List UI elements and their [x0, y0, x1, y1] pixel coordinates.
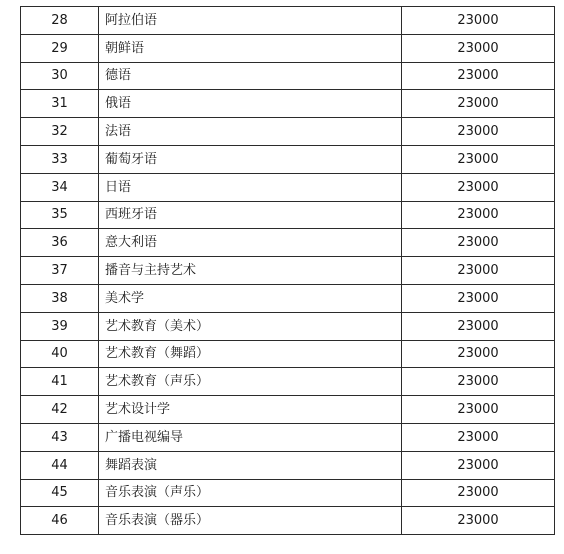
- tuition-fee-cell: 23000: [402, 368, 555, 396]
- row-number-cell: 40: [21, 340, 99, 368]
- major-name-cell: 艺术教育（美术）: [99, 312, 402, 340]
- row-number-cell: 38: [21, 284, 99, 312]
- major-name-cell: 艺术设计学: [99, 396, 402, 424]
- major-name-cell: 艺术教育（舞蹈）: [99, 340, 402, 368]
- major-name-cell: 法语: [99, 118, 402, 146]
- major-name-cell: 艺术教育（声乐）: [99, 368, 402, 396]
- table-row: [21, 145, 555, 173]
- row-number-cell: 32: [21, 118, 99, 146]
- tuition-fee-cell: 23000: [402, 340, 555, 368]
- row-number-cell: 42: [21, 396, 99, 424]
- table-row: [21, 173, 555, 201]
- table-row: [21, 479, 555, 507]
- row-number-cell: 37: [21, 257, 99, 285]
- table-row: [21, 118, 555, 146]
- table-row: [21, 257, 555, 285]
- major-name-cell: 日语: [99, 173, 402, 201]
- major-name-cell: 美术学: [99, 284, 402, 312]
- table-row: [21, 229, 555, 257]
- table-row: [21, 284, 555, 312]
- table-row: [21, 201, 555, 229]
- table-row: [21, 423, 555, 451]
- major-name-cell: 舞蹈表演: [99, 451, 402, 479]
- row-number-cell: 46: [21, 507, 99, 535]
- row-number-cell: 30: [21, 62, 99, 90]
- table-row: [21, 507, 555, 535]
- tuition-fee-cell: 23000: [402, 229, 555, 257]
- row-number-cell: 28: [21, 7, 99, 35]
- tuition-fee-cell: 23000: [402, 201, 555, 229]
- major-name-cell: 俄语: [99, 90, 402, 118]
- tuition-fee-cell: 23000: [402, 145, 555, 173]
- tuition-fee-cell: 23000: [402, 257, 555, 285]
- row-number-cell: 35: [21, 201, 99, 229]
- major-name-cell: 葡萄牙语: [99, 145, 402, 173]
- tuition-fee-cell: 23000: [402, 423, 555, 451]
- table-row: [21, 368, 555, 396]
- row-number-cell: 31: [21, 90, 99, 118]
- tuition-fee-cell: 23000: [402, 479, 555, 507]
- tuition-fee-cell: 23000: [402, 62, 555, 90]
- major-name-cell: 音乐表演（声乐）: [99, 479, 402, 507]
- tuition-fee-cell: 23000: [402, 173, 555, 201]
- tuition-fee-cell: 23000: [402, 507, 555, 535]
- table-row: [21, 396, 555, 424]
- row-number-cell: 43: [21, 423, 99, 451]
- tuition-table: [20, 6, 555, 535]
- table-body: [21, 7, 555, 535]
- major-name-cell: 阿拉伯语: [99, 7, 402, 35]
- table-row: [21, 340, 555, 368]
- tuition-fee-cell: 23000: [402, 396, 555, 424]
- tuition-fee-cell: 23000: [402, 118, 555, 146]
- table-row: [21, 312, 555, 340]
- row-number-cell: 45: [21, 479, 99, 507]
- tuition-fee-cell: 23000: [402, 7, 555, 35]
- row-number-cell: 39: [21, 312, 99, 340]
- table-row: [21, 90, 555, 118]
- row-number-cell: 36: [21, 229, 99, 257]
- table-row: [21, 34, 555, 62]
- row-number-cell: 33: [21, 145, 99, 173]
- tuition-fee-cell: 23000: [402, 451, 555, 479]
- major-name-cell: 广播电视编导: [99, 423, 402, 451]
- table-row: [21, 7, 555, 35]
- tuition-fee-cell: 23000: [402, 90, 555, 118]
- major-name-cell: 意大利语: [99, 229, 402, 257]
- row-number-cell: 29: [21, 34, 99, 62]
- tuition-fee-cell: 23000: [402, 284, 555, 312]
- major-name-cell: 西班牙语: [99, 201, 402, 229]
- major-name-cell: 朝鲜语: [99, 34, 402, 62]
- major-name-cell: 音乐表演（器乐）: [99, 507, 402, 535]
- tuition-fee-cell: 23000: [402, 34, 555, 62]
- row-number-cell: 34: [21, 173, 99, 201]
- table-row: [21, 451, 555, 479]
- table-row: [21, 62, 555, 90]
- tuition-fee-cell: 23000: [402, 312, 555, 340]
- major-name-cell: 播音与主持艺术: [99, 257, 402, 285]
- major-name-cell: 德语: [99, 62, 402, 90]
- row-number-cell: 44: [21, 451, 99, 479]
- row-number-cell: 41: [21, 368, 99, 396]
